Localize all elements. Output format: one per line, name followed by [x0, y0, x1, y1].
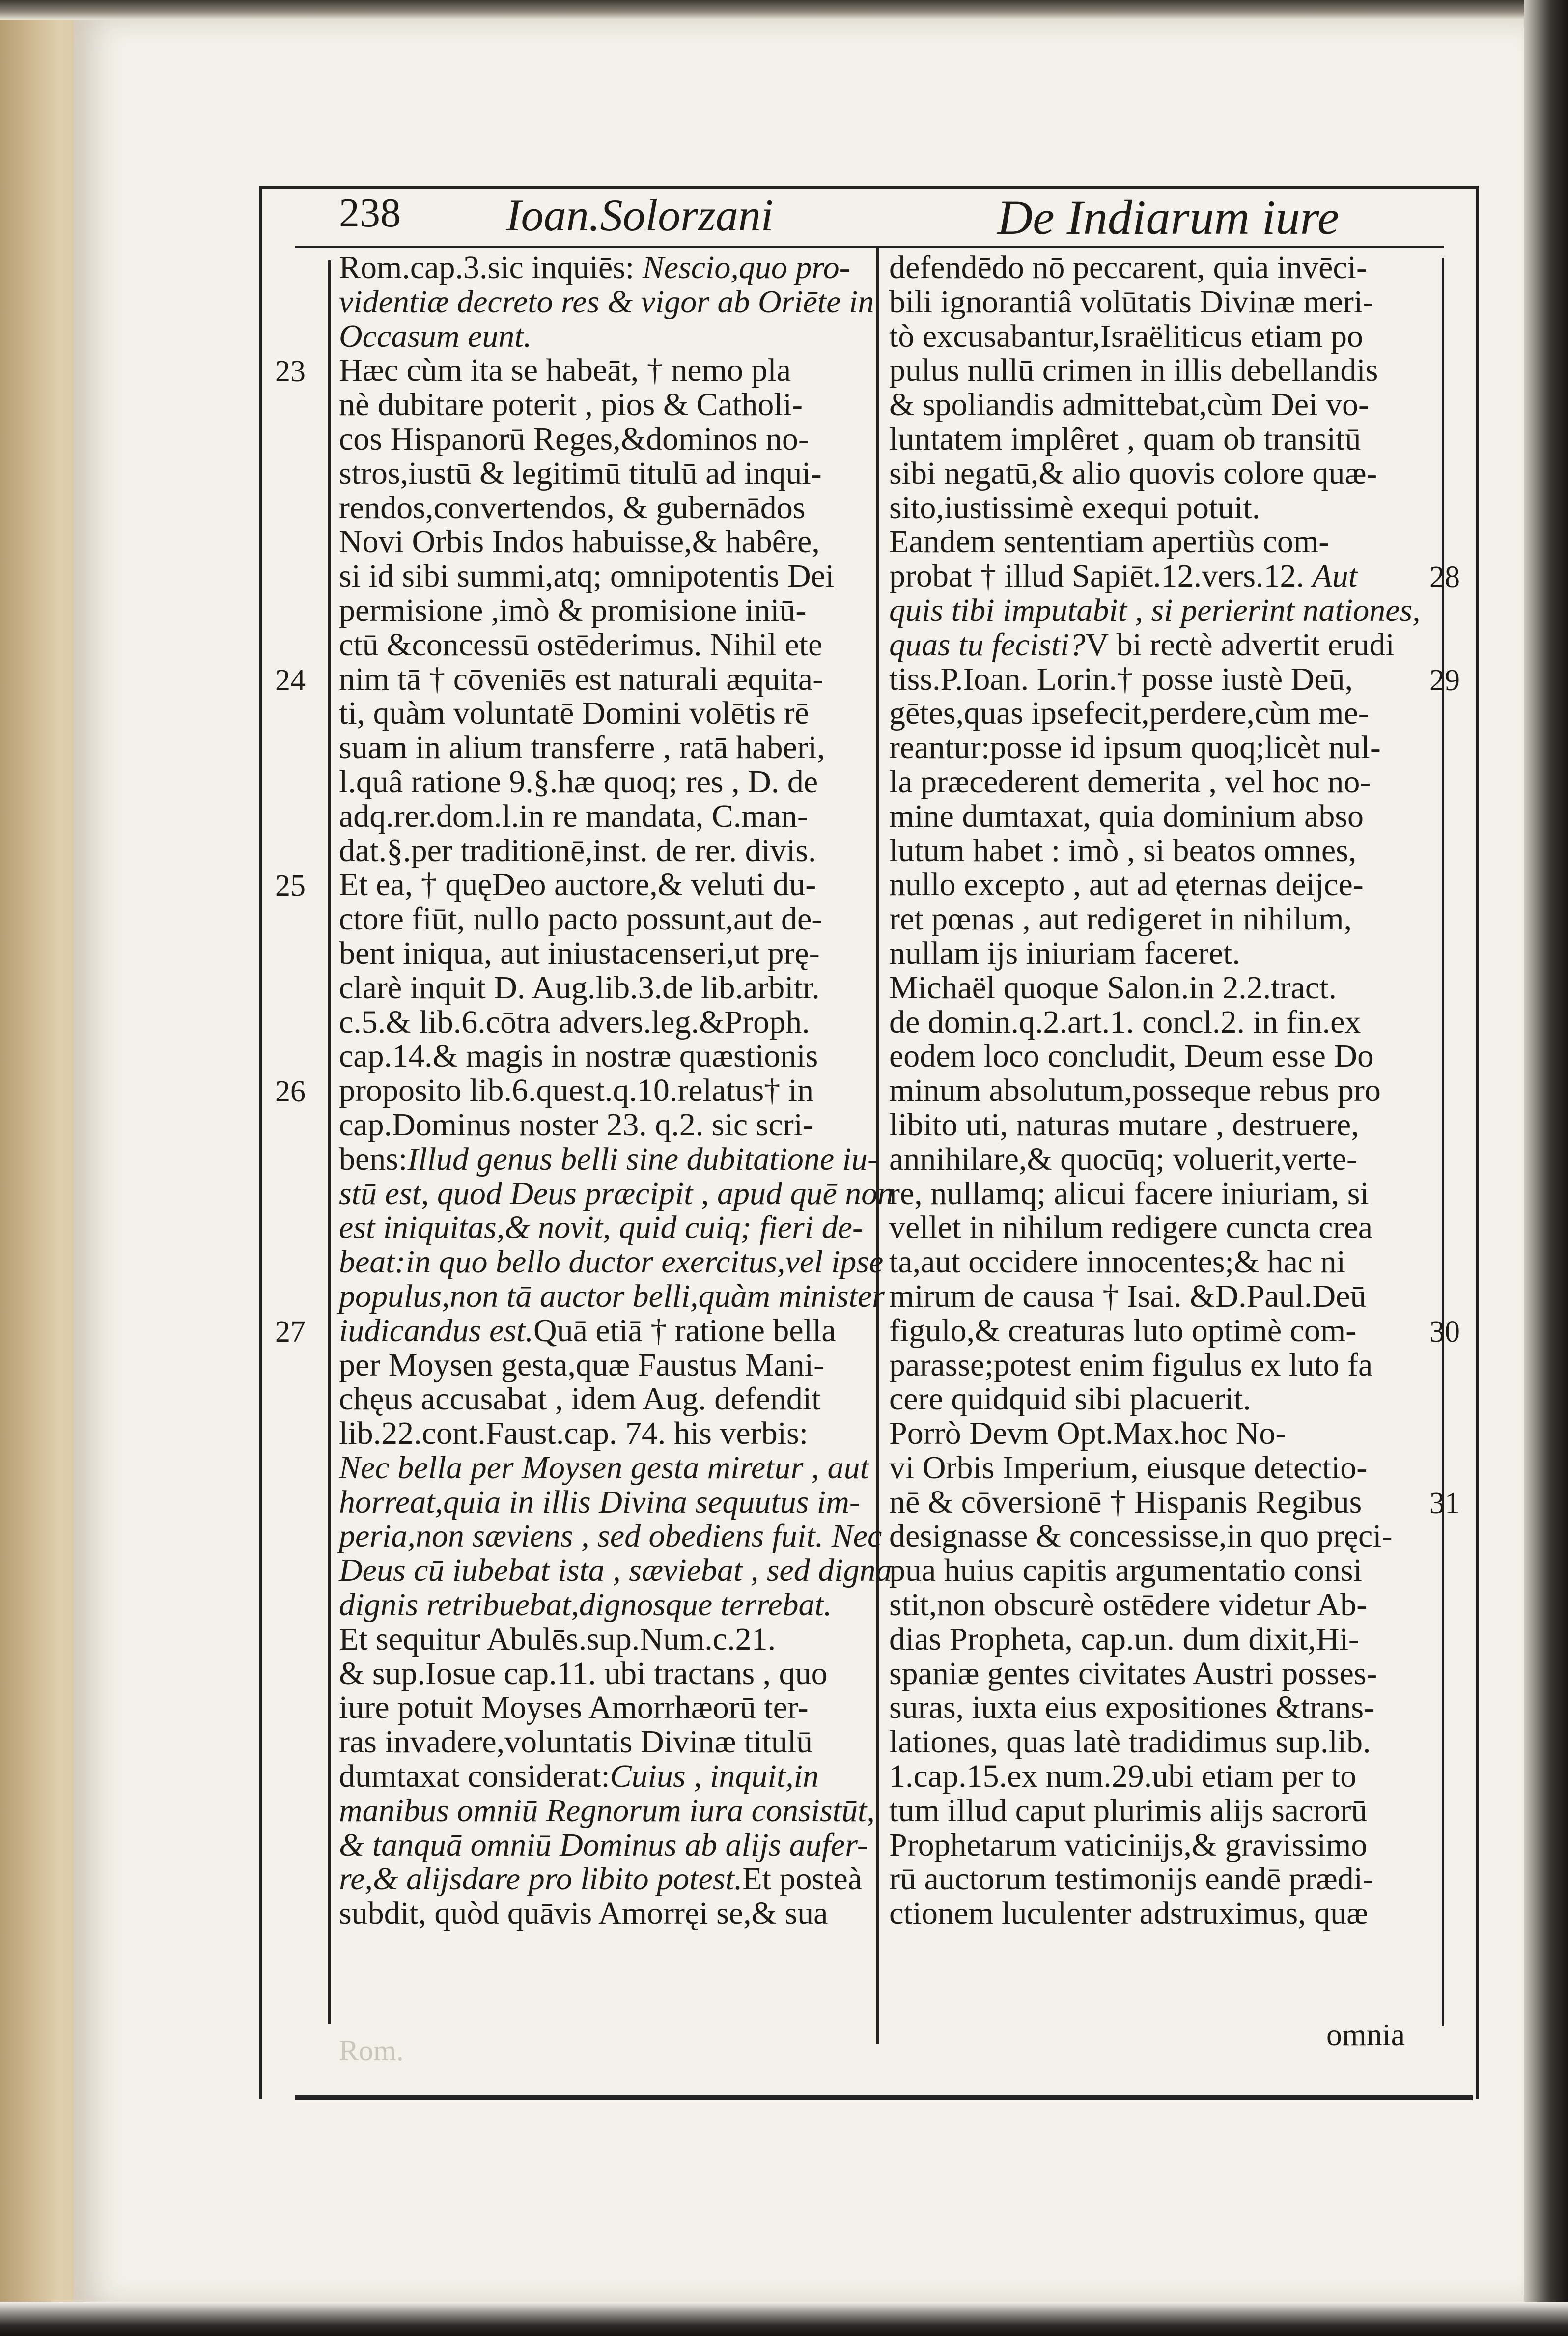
text-line — [339, 1519, 894, 1553]
roman-text: rū auctorum testimonijs eandē prædi- — [889, 1861, 1374, 1897]
text-line — [889, 1245, 1421, 1279]
roman-text: Eandem sententiam apertiùs com- — [889, 524, 1330, 560]
margin-number: 25 — [275, 869, 306, 903]
roman-text: minum absolutum,posseque rebus pro — [889, 1072, 1381, 1109]
left-text-column — [339, 251, 894, 1931]
text-line — [889, 1588, 1421, 1622]
roman-text: lutum habet : imò , si beatos omnes, — [889, 832, 1357, 869]
italic-text: horreat,quia in illis Divina sequutus im- — [339, 1484, 860, 1520]
italic-text: Aut — [1312, 558, 1358, 594]
text-line — [339, 902, 894, 936]
text-line — [339, 319, 894, 354]
roman-text: cap.Dominus noster 23. q.2. sic scri- — [339, 1106, 813, 1143]
roman-text: re, nullamq; alicui facere iniuriam, si — [889, 1175, 1369, 1211]
text-line — [339, 1210, 894, 1245]
text-line — [889, 1348, 1421, 1382]
italic-text: quas tu fecisti? — [889, 626, 1086, 663]
roman-text: nullam ijs iniuriam faceret. — [889, 935, 1240, 971]
page-number: 238 — [339, 190, 401, 236]
text-line — [339, 1073, 894, 1108]
roman-text: cap.14.& magis in nostræ quæstionis — [339, 1038, 818, 1074]
text-line — [889, 491, 1421, 525]
text-line — [889, 1142, 1421, 1177]
text-line — [339, 1553, 894, 1588]
text-line — [339, 1794, 894, 1828]
roman-text: suam in alium transferre , ratā haberi, — [339, 730, 825, 766]
italic-text: peria,non sæviens , sed obediens fuit. Nec — [339, 1518, 882, 1554]
italic-text: videntiæ decreto res & vigor ab Oriēte in — [339, 283, 874, 320]
text-line — [889, 1039, 1421, 1073]
roman-text: Hæc cùm ita se habeāt, † nemo pla — [339, 352, 791, 389]
roman-text: luntatem implêret , quam ob transitū — [889, 421, 1361, 457]
roman-text: bens: — [339, 1141, 408, 1177]
roman-text: Et sequitur Abulēs.sup.Num.c.21. — [339, 1621, 776, 1657]
text-line — [339, 936, 894, 971]
catchword: omnia — [1326, 2017, 1405, 2052]
roman-text: bent iniqua, aut iniustacenseri,ut prę- — [339, 935, 820, 971]
italic-text: iudicandus est. — [339, 1312, 533, 1349]
roman-text: clarè inquit D. Aug.lib.3.de lib.arbitr. — [339, 969, 820, 1006]
text-line — [889, 1828, 1421, 1862]
text-line — [339, 1725, 894, 1759]
roman-text: Porrò Devm Opt.Max.hoc No- — [889, 1415, 1287, 1452]
roman-text: de domin.q.2.art.1. concl.2. in fin.ex — [889, 1004, 1361, 1040]
text-line — [339, 1759, 894, 1794]
offset-show-through-text: Rom. — [339, 2034, 404, 2067]
top-page-edge — [0, 0, 1568, 20]
text-line — [889, 628, 1421, 662]
roman-text: designasse & concessisse,in quo pręci- — [889, 1518, 1393, 1554]
text-line — [339, 1108, 894, 1142]
text-line — [339, 1485, 894, 1520]
text-line — [339, 559, 894, 593]
roman-text: probat † illud Sapiēt.12.vers.12. — [889, 558, 1313, 594]
italic-text: populus,non tā auctor belli,quàm minister — [339, 1278, 885, 1314]
margin-number: 29 — [1429, 663, 1460, 697]
text-line — [889, 1314, 1421, 1348]
text-line — [339, 971, 894, 1005]
text-line — [889, 1862, 1421, 1896]
text-line — [339, 1245, 894, 1279]
roman-text: dias Propheta, cap.un. dum dixit,Hi- — [889, 1621, 1359, 1657]
text-line — [889, 1690, 1421, 1725]
italic-text: Nescio,quo pro- — [642, 250, 850, 285]
roman-text: si id sibi summi,atq; omnipotentis Dei — [339, 558, 835, 594]
text-line — [339, 456, 894, 491]
text-line — [889, 834, 1421, 868]
text-line — [339, 1279, 894, 1314]
italic-text: Nec bella per Moysen gesta miretur , aut — [339, 1449, 869, 1486]
running-head-right: De Indiarum iure — [997, 190, 1340, 245]
text-line — [339, 1382, 894, 1416]
roman-text: permisione ,imò & promisione iniū- — [339, 592, 807, 628]
text-line — [339, 1588, 894, 1622]
roman-text: dat.§.per traditionē,inst. de rer. divis. — [339, 832, 816, 869]
text-line — [889, 1073, 1421, 1108]
roman-text: cere quidquid sibi placuerit. — [889, 1381, 1251, 1417]
right-binding-shadow — [1524, 0, 1568, 2336]
text-line — [339, 525, 894, 559]
text-line — [339, 1005, 894, 1040]
roman-text: ctore fiūt, nullo pacto possunt,aut de- — [339, 901, 823, 937]
roman-text: l.quâ ratione 9.§.hæ quoq; res , D. de — [339, 763, 818, 800]
running-head-left: Ioan.Solorzani — [506, 190, 774, 240]
text-line — [889, 388, 1421, 422]
roman-text: pulus nullū crimen in illis debellandis — [889, 352, 1378, 389]
roman-text: defendēdo nō peccarent, quia invēci- — [889, 250, 1368, 285]
roman-text: lationes, quas latè tradidimus sup.lib. — [889, 1724, 1371, 1760]
text-line — [339, 1862, 894, 1896]
roman-text: chęus accusabat , idem Aug. defendit — [339, 1381, 821, 1417]
roman-text: adq.rer.dom.l.in re mandata, C.man- — [339, 798, 808, 834]
roman-text: c.5.& lib.6.cōtra advers.leg.&Proph. — [339, 1004, 810, 1040]
text-line — [889, 319, 1421, 354]
text-line — [339, 731, 894, 765]
roman-text: V bi rectè advertit erudi — [1085, 626, 1395, 663]
roman-text: vi Orbis Imperium, eiusque detectio- — [889, 1449, 1368, 1486]
roman-text: ret pœnas , aut redigeret in nihilum, — [889, 901, 1352, 937]
text-line — [339, 662, 894, 697]
roman-text: suras, iuxta eius expositiones &trans- — [889, 1689, 1375, 1726]
text-line — [889, 1005, 1421, 1040]
text-line — [339, 1828, 894, 1862]
text-line — [339, 628, 894, 662]
text-line — [889, 1210, 1421, 1245]
text-line — [339, 696, 894, 731]
text-line — [889, 353, 1421, 388]
text-line — [889, 1759, 1421, 1794]
roman-text: ti, quàm voluntatē Domini volētis rē — [339, 695, 809, 732]
text-line — [339, 422, 894, 456]
roman-text: Rom.cap.3.sic inquiēs: — [339, 250, 643, 285]
text-line — [889, 1416, 1421, 1451]
text-line — [889, 1553, 1421, 1588]
header-rule — [295, 246, 1444, 248]
roman-text: nim tā † cōveniēs est naturali æquita- — [339, 661, 824, 697]
right-text-column — [889, 251, 1421, 1931]
roman-text: mirum de causa † Isai. &D.Paul.Deū — [889, 1278, 1367, 1314]
right-column-rule — [1442, 258, 1444, 2026]
text-line — [339, 353, 894, 388]
text-line — [339, 388, 894, 422]
roman-text: pua huius capitis argumentatio consi — [889, 1552, 1362, 1589]
text-line — [889, 662, 1421, 697]
margin-number: 24 — [275, 663, 306, 697]
text-line — [889, 1485, 1421, 1520]
text-line — [889, 456, 1421, 491]
margin-number: 23 — [275, 355, 306, 389]
roman-text: iure potuit Moyses Amorrhæorū ter- — [339, 1689, 809, 1726]
text-line — [889, 559, 1421, 593]
margin-number: 30 — [1429, 1315, 1460, 1349]
book-page-edges — [0, 0, 86, 2336]
roman-text: sibi negatū,& alio quovis colore quæ- — [889, 455, 1377, 491]
text-line — [889, 936, 1421, 971]
text-line — [339, 765, 894, 799]
text-line — [889, 731, 1421, 765]
text-line — [339, 1896, 894, 1931]
text-line — [889, 799, 1421, 834]
roman-text: rendos,convertendos, & gubernādos — [339, 489, 806, 526]
text-line — [339, 1690, 894, 1725]
italic-text: beat:in quo bello ductor exercitus,vel ipse — [339, 1244, 884, 1280]
roman-text: ctū &concessū ostēderimus. Nihil ete — [339, 626, 823, 663]
text-line — [889, 1725, 1421, 1759]
text-line — [339, 1451, 894, 1485]
roman-text: Prophetarum vaticinijs,& gravissimo — [889, 1827, 1368, 1863]
text-line — [339, 834, 894, 868]
text-line — [339, 251, 894, 285]
text-line — [339, 799, 894, 834]
roman-text: & sup.Iosue cap.11. ubi tractans , quo — [339, 1655, 828, 1691]
text-line — [889, 1177, 1421, 1211]
text-line — [889, 1519, 1421, 1553]
roman-text: figulo,& creaturas luto optimè com- — [889, 1312, 1357, 1349]
roman-text: spaniæ gentes civitates Austri posses- — [889, 1655, 1377, 1691]
bottom-shadow — [0, 2302, 1568, 2336]
margin-number: 27 — [275, 1315, 306, 1349]
roman-text: per Moysen gesta,quæ Faustus Mani- — [339, 1347, 825, 1383]
text-line — [889, 971, 1421, 1005]
text-line — [339, 1416, 894, 1451]
text-line — [339, 868, 894, 902]
text-line — [339, 1657, 894, 1691]
text-line — [889, 696, 1421, 731]
roman-text: tiss.P.Ioan. Lorin.† posse iustè Deū, — [889, 661, 1353, 697]
italic-text: re,& alijsdare pro libito potest. — [339, 1861, 743, 1897]
text-line — [339, 1348, 894, 1382]
left-column-rule — [328, 260, 331, 2024]
roman-text: nē & cōversionē † Hispanis Regibus — [889, 1484, 1362, 1520]
text-line — [339, 285, 894, 319]
text-line — [889, 251, 1421, 285]
roman-text: eodem loco concludit, Deum esse Do — [889, 1038, 1374, 1074]
margin-number: 28 — [1429, 561, 1460, 594]
text-line — [889, 1279, 1421, 1314]
text-line — [889, 1896, 1421, 1931]
text-line — [889, 422, 1421, 456]
roman-text: la præcederent demerita , vel hoc no- — [889, 763, 1371, 800]
roman-text: 1.cap.15.ex num.29.ubi etiam per to — [889, 1758, 1357, 1795]
roman-text: ta,aut occidere innocentes;& hac ni — [889, 1244, 1346, 1280]
italic-text: dignis retribuebat,dignosque terrebat. — [339, 1587, 832, 1623]
text-line — [889, 1622, 1421, 1657]
roman-text: stros,iustū & legitimū titulū ad inqui- — [339, 455, 822, 491]
text-line — [339, 593, 894, 628]
text-line — [889, 593, 1421, 628]
text-line — [339, 1314, 894, 1348]
roman-text: tum illud caput plurimis alijs sacrorū — [889, 1792, 1368, 1829]
text-line — [889, 765, 1421, 799]
text-line — [889, 1657, 1421, 1691]
roman-text: dumtaxat considerat: — [339, 1758, 610, 1795]
text-line — [889, 1451, 1421, 1485]
roman-text: parasse;potest enim figulus ex luto fa — [889, 1347, 1373, 1383]
roman-text: nullo excepto , aut ad ęternas deijce- — [889, 867, 1364, 903]
roman-text: sito,iustissimè exequi potuit. — [889, 489, 1260, 526]
text-line — [889, 525, 1421, 559]
text-line — [339, 491, 894, 525]
italic-text: stū est, quod Deus præcipit , apud quē non — [339, 1175, 894, 1211]
roman-text: Et ea, † quęDeo auctore,& veluti du- — [339, 867, 816, 903]
roman-text: libito uti, naturas mutare , destruere, — [889, 1106, 1359, 1143]
italic-text: & tanquā omniū Dominus ab alijs aufer- — [339, 1827, 868, 1863]
text-line — [889, 902, 1421, 936]
italic-text: est iniquitas,& novit, quid cuiq; fieri de- — [339, 1210, 863, 1246]
roman-text: gētes,quas ipsefecit,perdere,cùm me- — [889, 695, 1369, 732]
roman-text: mine dumtaxat, quia dominium abso — [889, 798, 1364, 834]
roman-text: nè dubitare poterit , pios & Catholi- — [339, 387, 803, 423]
text-line — [889, 868, 1421, 902]
italic-text: Cuius , inquit,in — [610, 1758, 819, 1795]
text-line — [339, 1039, 894, 1073]
italic-text: Illud genus belli sine dubitatione iu- — [407, 1141, 879, 1177]
roman-text: annihilare,& quocūq; voluerit,verte- — [889, 1141, 1358, 1177]
roman-text: bili ignorantiâ volūtatis Divinæ meri- — [889, 283, 1374, 320]
roman-text: ras invadere,voluntatis Divinæ titulū — [339, 1724, 813, 1760]
roman-text: vellet in nihilum redigere cuncta crea — [889, 1210, 1373, 1246]
text-line — [339, 1622, 894, 1657]
roman-text: Quā etiā † ratione bella — [533, 1312, 836, 1349]
text-line — [889, 1108, 1421, 1142]
roman-text: & spoliandis admittebat,cùm Dei vo- — [889, 387, 1369, 423]
margin-number: 26 — [275, 1075, 306, 1109]
roman-text: proposito lib.6.quest.q.10.relatus† in — [339, 1072, 814, 1109]
roman-text: Michaël quoque Salon.in 2.2.tract. — [889, 969, 1337, 1006]
roman-text: subdit, quòd quāvis Amorręi se,& sua — [339, 1895, 828, 1932]
printed-frame-bottom-rule — [295, 2095, 1473, 2100]
italic-text: quis tibi imputabit , si perierint nationes, — [889, 592, 1421, 628]
roman-text: reantur:posse id ipsum quoq;licèt nul- — [889, 730, 1381, 766]
italic-text: Deus cū iubebat ista , sæviebat , sed digna — [339, 1552, 892, 1589]
roman-text: Novi Orbis Indos habuisse,& habêre, — [339, 524, 820, 560]
roman-text: tò excusabantur,Israëliticus etiam po — [889, 318, 1364, 354]
roman-text: stit,non obscurè ostēdere videtur Ab- — [889, 1587, 1368, 1623]
roman-text: Et posteà — [742, 1861, 863, 1897]
text-line — [889, 285, 1421, 319]
text-line — [339, 1142, 894, 1177]
roman-text: cos Hispanorū Reges,&dominos no- — [339, 421, 809, 457]
roman-text: ctionem luculenter adstruximus, quæ — [889, 1895, 1369, 1932]
margin-number: 31 — [1429, 1486, 1460, 1520]
text-line — [889, 1382, 1421, 1416]
italic-text: manibus omniū Regnorum iura consistūt, — [339, 1792, 875, 1829]
text-line — [339, 1177, 894, 1211]
text-line — [889, 1794, 1421, 1828]
roman-text: lib.22.cont.Faust.cap. 74. his verbis: — [339, 1415, 809, 1452]
italic-text: Occasum eunt. — [339, 318, 532, 354]
